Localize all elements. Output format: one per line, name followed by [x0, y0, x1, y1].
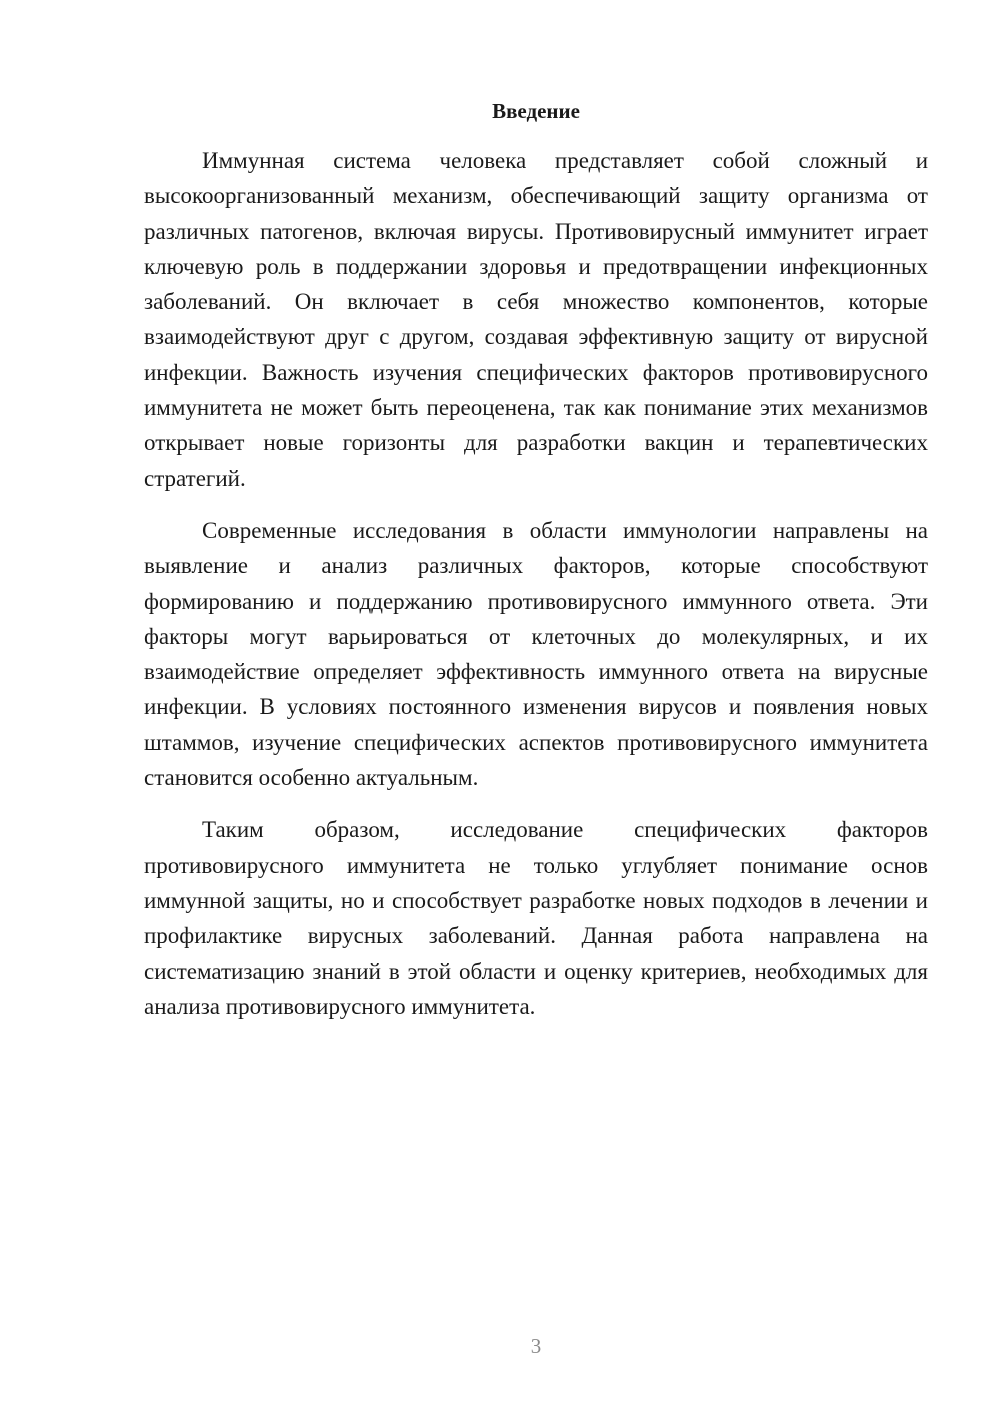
- paragraph-3: Таким образом, исследование специфических факторов противовирусного иммунитета не только углубляет понимание основ иммунной защиты, но и способствует разработке новых подходов в лечении и профилактике вирусных заболеваний. Данная работа направлена на систематизацию знаний в этой области и оценку критериев, необходимых для анализа противовирусного иммунитета.: [144, 817, 928, 1019]
- page-number: 3: [530, 1334, 542, 1358]
- section-title: Введение: [492, 99, 580, 123]
- body-text: [144, 143, 928, 1041]
- paragraph-1: Иммунная система человека представляет собой сложный и высокоорганизованный механизм, обеспечивающий защиту организма от различных патогенов, включая вирусы. Противовирусный иммунитет играет ключевую роль в поддержании здоровья и предотвращении инфекционных заболеваний. Он включает в себя множество компонентов, которые взаимодействуют друг с другом, создавая эффективную защиту от вирусной инфекции. Важность изучения специфических факторов противовирусного иммунитета не может быть переоценена, так как понимание этих механизмов открывает новые горизонты для разработки вакцин и терапевтических стратегий.: [144, 148, 928, 491]
- paragraph-2: Современные исследования в области иммунологии направлены на выявление и анализ различных факторов, которые способствуют формированию и поддержанию противовирусного иммунного ответа. Эти факторы могут варьироваться от клеточных до молекулярных, и их взаимодействие определяет эффективность иммунного ответа на вирусные инфекции. В условиях постоянного изменения вирусов и появления новых штаммов, изучение специфических аспектов противовирусного иммунитета становится особенно актуальным.: [144, 517, 928, 791]
